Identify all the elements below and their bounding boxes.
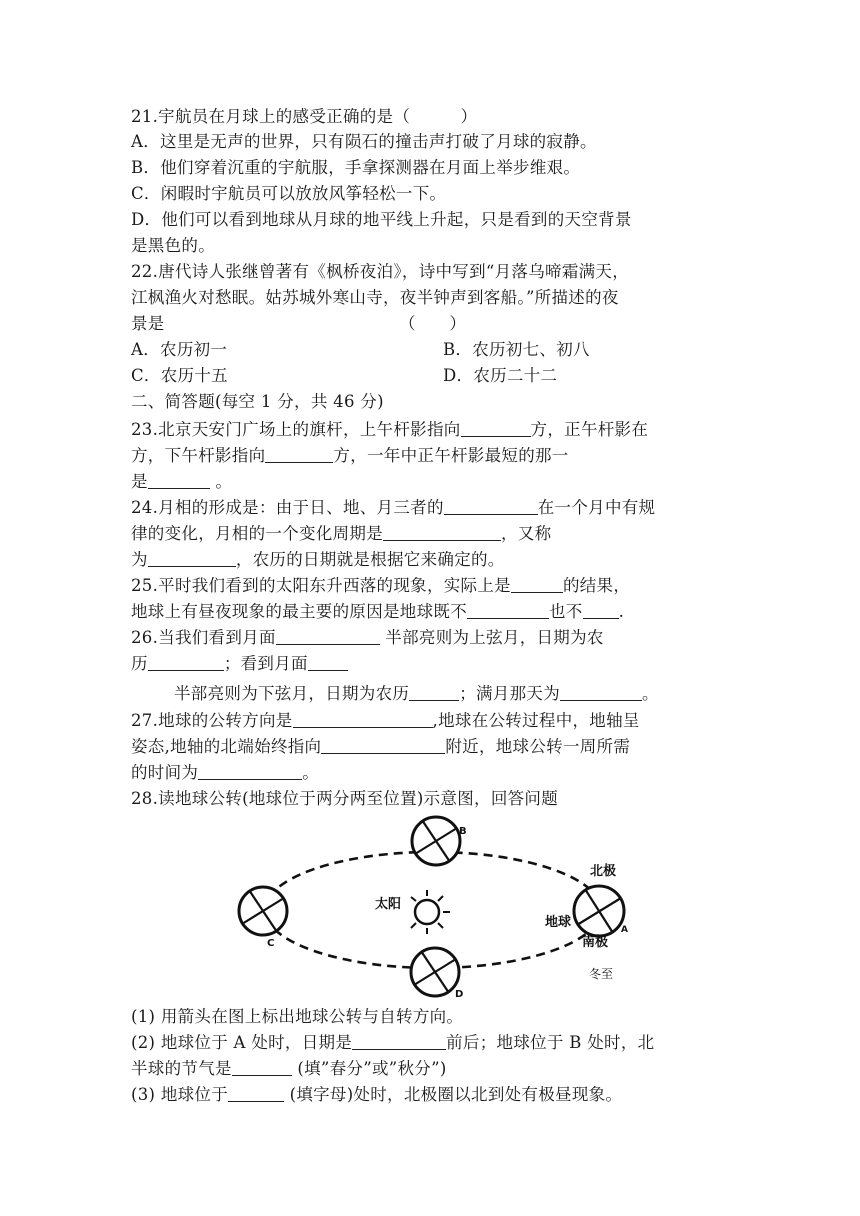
q28-sub1: (1) 用箭头在图上标出地球公转与自转方向。	[131, 1007, 464, 1026]
sun-label: 太阳	[375, 897, 402, 912]
q26-blank-2[interactable]	[148, 654, 224, 671]
q26-line1	[131, 627, 604, 649]
q23-blank-1[interactable]	[461, 420, 531, 437]
q28-sub2-line2	[131, 1058, 447, 1080]
q28-sub3	[131, 1084, 622, 1106]
south-pole-label: 南极	[582, 935, 609, 950]
earth-d-icon	[411, 948, 459, 996]
q23-line3	[131, 471, 232, 493]
q27-blank-3[interactable]	[198, 763, 302, 780]
q28-sub2-text3: 半球的节气是	[131, 1059, 232, 1078]
q26-text1: 26.当我们看到月面	[131, 628, 276, 647]
q27-line2	[131, 736, 630, 758]
q24-blank-3[interactable]	[148, 550, 236, 567]
q21-option-a: A．这里是无声的世界，只有陨石的撞击声打破了月球的寂静。	[131, 132, 597, 151]
q22-answer-paren: （ ）	[399, 314, 467, 333]
q22-option-b: B．农历初七、初八	[443, 340, 590, 359]
q22-options-row1	[131, 339, 731, 361]
q28-sub2-text2: 前后；地球位于 B 处时，北	[446, 1033, 655, 1052]
q27-blank-2[interactable]	[321, 737, 445, 754]
q21-option-d-line1: D．他们可以看到地球从月球的地平线上升起，只是看到的天空背景	[131, 210, 632, 229]
q26-blank-1[interactable]	[276, 628, 380, 645]
q22-line3-text: 景是	[131, 314, 165, 333]
q22-option-d: D．农历二十二	[443, 366, 558, 385]
q25-text3: 地球上有昼夜现象的最主要的原因是地球既不	[131, 602, 467, 621]
q21-option-c: C．闲暇时宇航员可以放放风筝轻松一下。	[131, 184, 447, 203]
q26-text5: 半部亮则为下弦月，日期为农历	[174, 684, 410, 703]
q24-line1	[131, 497, 655, 519]
q27-text2: ,地球在公转过程中，地轴呈	[432, 711, 640, 730]
q27-line1	[131, 710, 640, 732]
q24-text3: 律的变化，月相的一个变化周期是	[131, 524, 383, 543]
earth-b-icon	[412, 817, 460, 865]
q26-text7: 。	[642, 684, 659, 703]
q25-blank-3[interactable]	[583, 602, 619, 619]
q25-line1	[131, 575, 630, 597]
earth-a-icon	[574, 886, 624, 936]
q22-option-c: C．农历十五	[131, 366, 228, 385]
q26-blank-3[interactable]	[308, 654, 348, 671]
q24-text1: 24.月相的形成是：由于日、地、月三者的	[131, 498, 444, 517]
earth-c-icon	[239, 887, 287, 935]
label-a: A	[621, 925, 628, 935]
q23-line1	[131, 419, 648, 441]
q27-text5: 的时间为	[131, 763, 199, 782]
q24-text6: ，农历的日期就是根据它来确定的。	[235, 550, 505, 569]
q23-text5: 是	[131, 472, 148, 491]
q25-text5: .	[618, 602, 625, 621]
q21-option-b: B．他们穿着沉重的宇航服，手拿探测器在月面上举步维艰。	[131, 158, 581, 177]
q26-blank-4[interactable]	[409, 684, 459, 701]
q26-text4: ；看到月面	[223, 654, 308, 673]
q27-text4: 附近，地球公转一周所需	[445, 737, 631, 756]
q23-blank-2[interactable]	[265, 446, 333, 463]
q23-line2	[131, 445, 569, 467]
q26-blank-5[interactable]	[560, 684, 642, 701]
q27-line3	[131, 762, 319, 784]
q25-text1: 25.平时我们看到的太阳东升西落的现象，实际上是	[131, 576, 511, 595]
sun-icon	[411, 890, 450, 934]
earth-label: 地球	[545, 915, 572, 930]
q25-text4: 也不	[549, 602, 583, 621]
label-c: C	[267, 938, 275, 949]
winter-solstice-label: 冬至	[589, 967, 614, 981]
label-d: D	[455, 989, 464, 1000]
q24-blank-2[interactable]	[383, 524, 501, 541]
q25-line2	[131, 601, 624, 623]
q28-sub3-text1: (3) 地球位于	[131, 1085, 229, 1104]
q23-text4: 方，一年中正午杆影最短的那一	[333, 446, 569, 465]
q22-line2: 江枫渔火对愁眠。姑苏城外寒山寺，夜半钟声到客船。”所描述的夜	[131, 288, 619, 307]
q28-sub3-text2: (填字母)处时，北极圈以北到处有极昼现象。	[284, 1085, 623, 1104]
q23-text2: 方，正午杆影在	[530, 420, 649, 439]
q28-blank-date[interactable]	[352, 1033, 446, 1050]
q21-stem: 21.宇航员在月球上的感受正确的是（ ）	[131, 107, 478, 126]
q22-line1: 22.唐代诗人张继曾著有《枫桥夜泊》，诗中写到“月落乌啼霜满天，	[131, 262, 630, 281]
q24-blank-1[interactable]	[444, 498, 538, 515]
q28-blank-solar-term[interactable]	[232, 1059, 292, 1076]
q23-text1: 23.北京天安门广场上的旗杆，上午杆影指向	[131, 420, 461, 439]
q28-stem: 28.读地球公转(地球位于两分两至位置)示意图，回答问题	[131, 789, 559, 808]
q28-sub2-text4: (填”春分”或”秋分”)	[291, 1059, 447, 1078]
q26-line3	[174, 683, 659, 705]
q26-text3: 历	[131, 654, 148, 673]
q24-line2	[131, 523, 551, 545]
label-b: B	[459, 826, 467, 837]
q25-blank-1[interactable]	[511, 576, 563, 593]
q22-options-row2	[131, 365, 731, 387]
q23-text3: 方，下午杆影指向	[131, 446, 266, 465]
q25-blank-2[interactable]	[467, 602, 549, 619]
north-pole-label: 北极	[590, 864, 617, 879]
q26-text6: ；满月那天为	[459, 684, 561, 703]
q23-text6: 。	[215, 472, 233, 491]
q27-text1: 27.地球的公转方向是	[131, 711, 293, 730]
q24-line3	[131, 549, 505, 571]
q26-text2: 半部亮则为上弦月，日期为农	[385, 628, 604, 647]
q24-text4: ，又称	[501, 524, 552, 543]
section-heading: 二、简答题(每空 1 分，共 46 分)	[131, 392, 384, 411]
q24-text2: 在一个月中有规	[537, 498, 656, 517]
q23-blank-3[interactable]	[148, 472, 210, 489]
q28-blank-position[interactable]	[228, 1085, 284, 1102]
q22-line3	[131, 313, 467, 335]
q21-option-d-line2: 是黑色的。	[131, 236, 215, 255]
q27-blank-1[interactable]	[293, 711, 433, 728]
q24-text5: 为	[131, 550, 148, 569]
q22-option-a: A．农历初一	[131, 340, 228, 359]
earth-orbit-diagram[interactable]	[225, 812, 645, 1002]
q28-sub2-text1: (2) 地球位于 A 处时，日期是	[131, 1033, 353, 1052]
q25-text2: 的结果，	[562, 576, 631, 595]
q26-line2	[131, 653, 348, 675]
q27-text6: 。	[302, 763, 320, 782]
q27-text3: 姿态,地轴的北端始终指向	[131, 737, 322, 756]
q28-sub2-line1	[131, 1032, 654, 1054]
